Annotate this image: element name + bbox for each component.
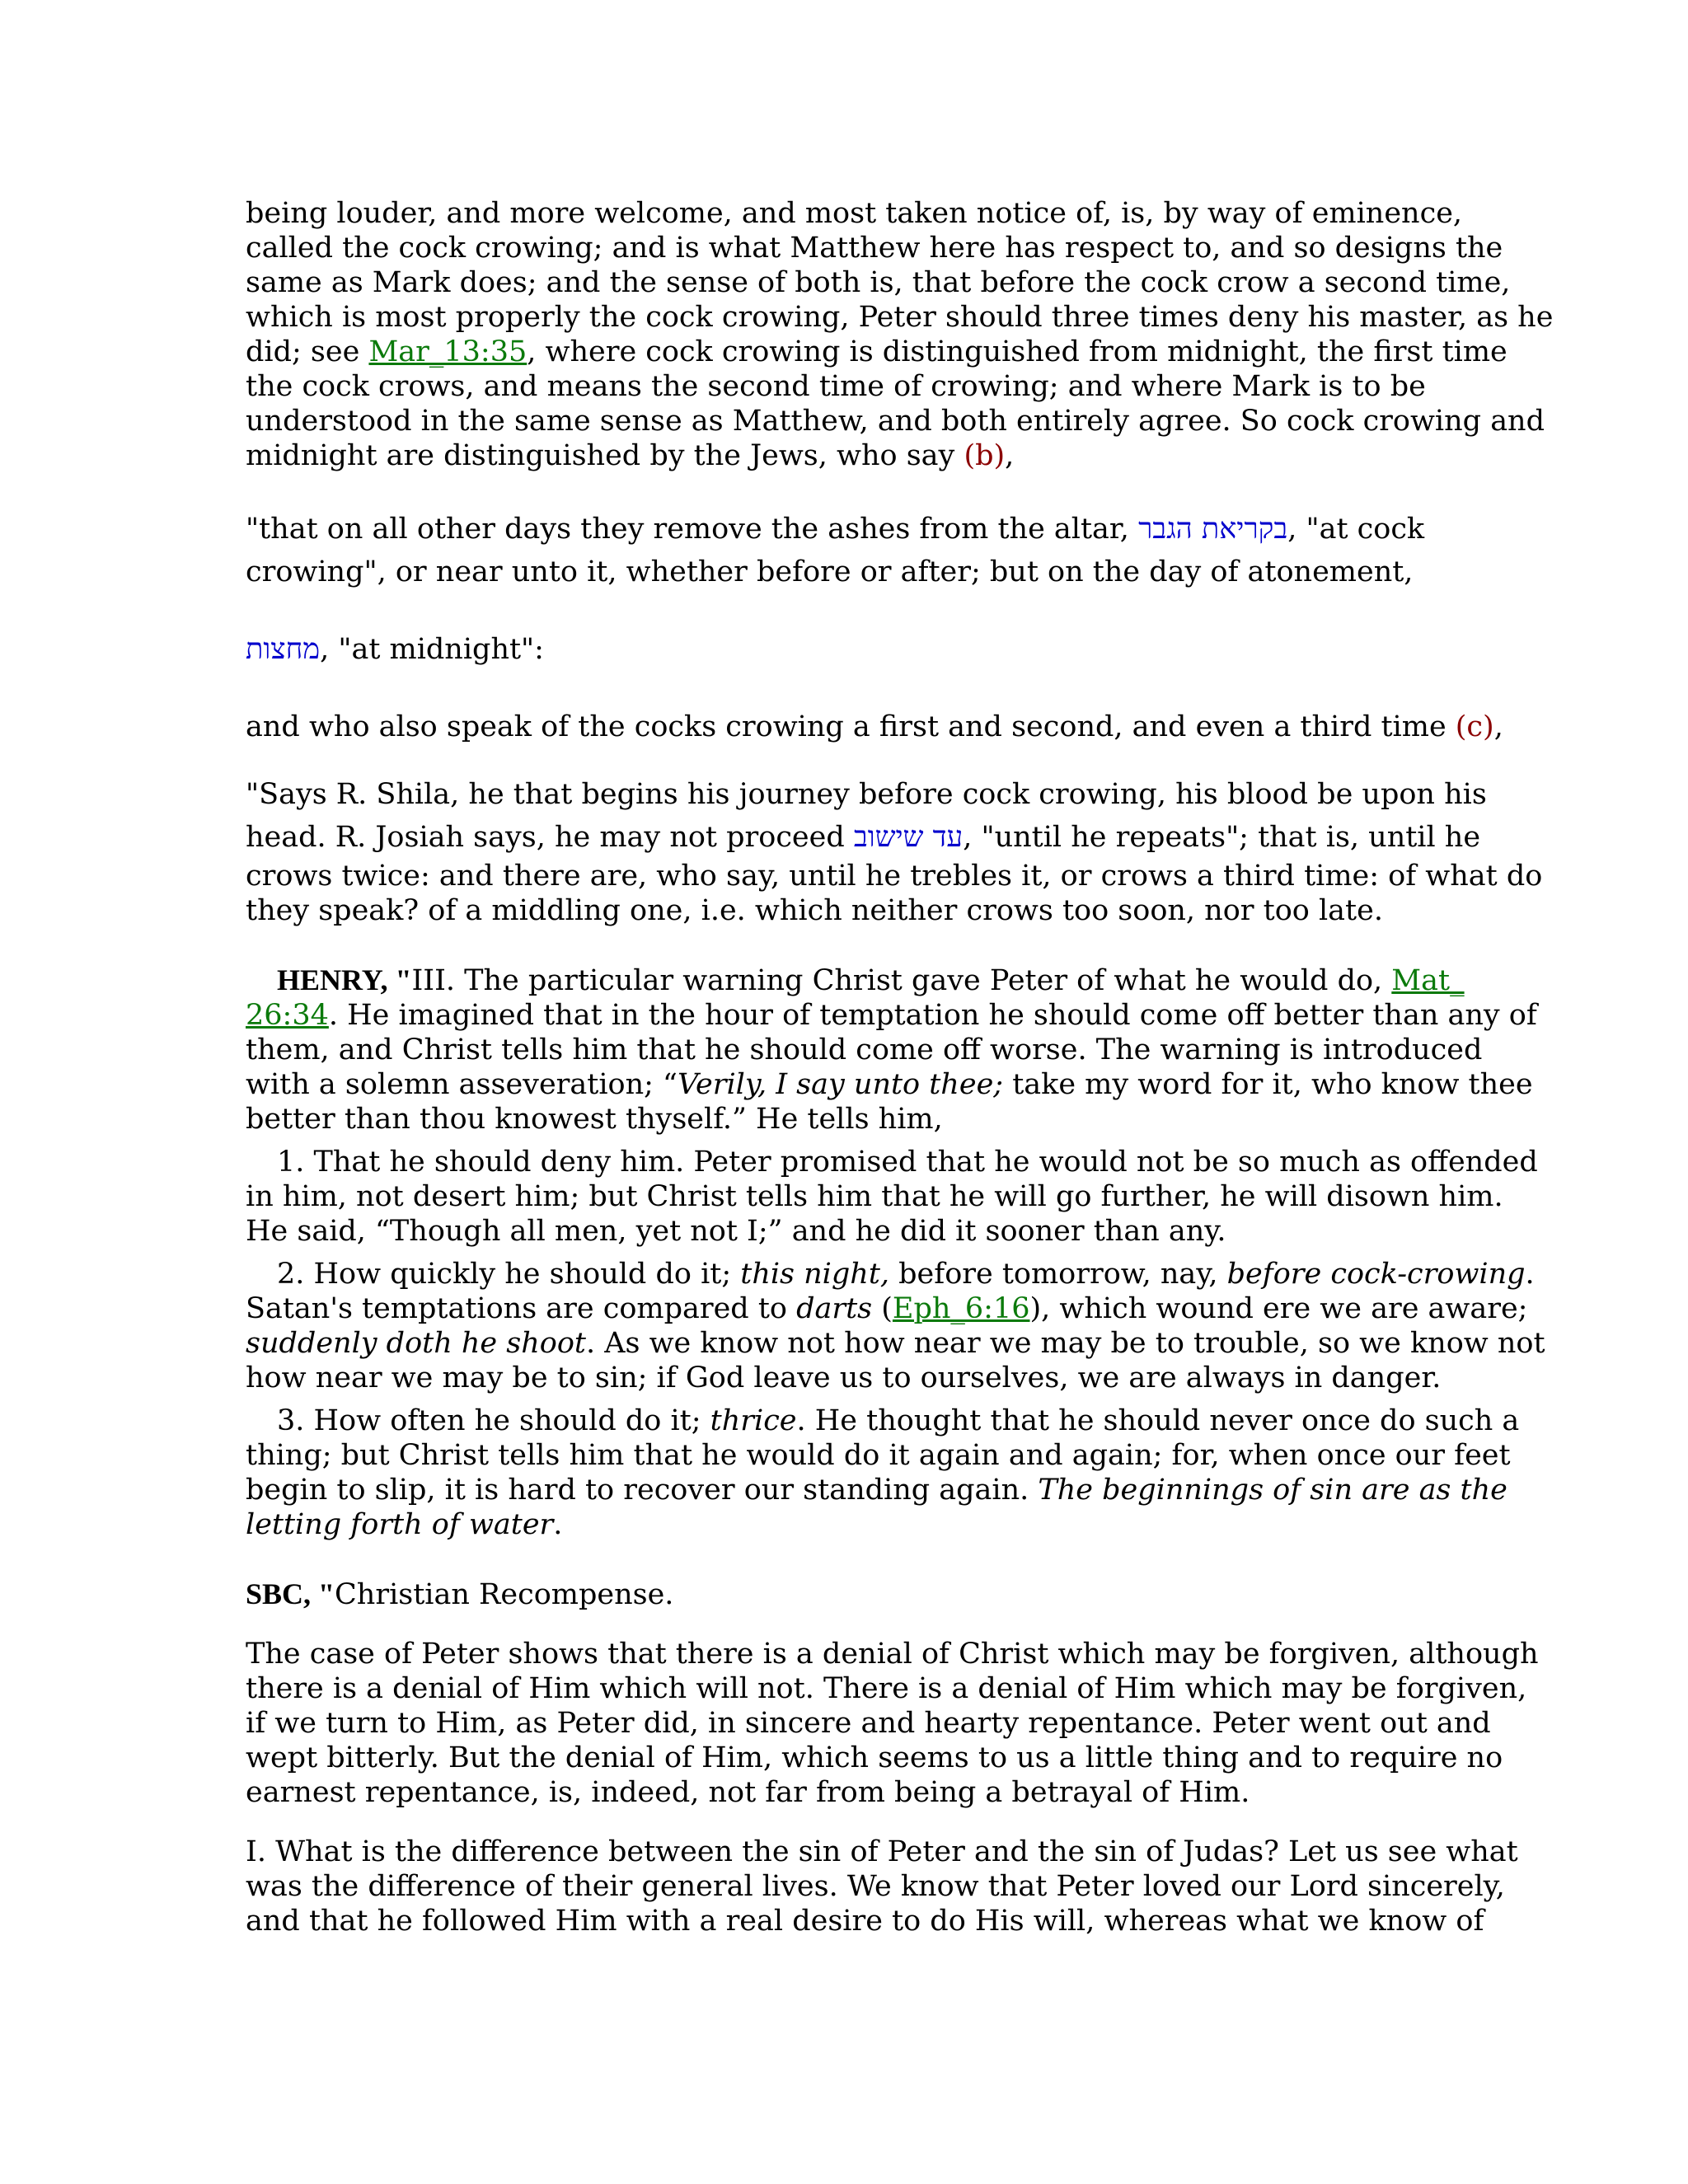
text-line (246, 816, 1481, 859)
text-run: midnight are distinguished by the Jews, who say (246, 439, 964, 472)
text-line: 1. That he should deny him. Peter promised that he would not be so much as offended (277, 1146, 1538, 1179)
scripture-link-eph-6-16[interactable]: Eph_6:16 (892, 1292, 1030, 1325)
text-line: the cock crows, and means the second time of crowing; and where Mark is to be (246, 370, 1426, 403)
text-line: "Says R. Shila, he that begins his journey before cock crowing, his blood be upon his (246, 778, 1487, 811)
commentary-label-sbc: SBC, " (246, 1577, 335, 1610)
text-line (246, 1291, 1528, 1326)
sbc-paragraph-1 (246, 1637, 1539, 1810)
footnote-marker-b[interactable]: (b) (964, 439, 1006, 472)
text-line: wept bitterly. But the denial of Him, which seems to us a little thing and to require no (246, 1741, 1503, 1774)
text-run: take my word for it, who know thee (1003, 1068, 1533, 1101)
text-line: called the cock crowing; and is what Matthew here has respect to, and so designs the (246, 232, 1503, 265)
commentary-label-henry: HENRY, " (277, 963, 412, 996)
text-run: . (1525, 1258, 1535, 1291)
text-line (246, 508, 1449, 551)
text-line (246, 628, 1449, 671)
text-line: being louder, and more welcome, and most taken notice of, is, by way of eminence, (246, 197, 1463, 230)
text-line (246, 1257, 1535, 1291)
text-run: , where cock crowing is distinguished from midnight, the first time (527, 335, 1507, 368)
text-line (246, 963, 1465, 998)
text-run: III. The particular warning Christ gave Peter of what he would do, (411, 964, 1392, 997)
text-line: was the difference of their general lives. We know that Peter loved our Lord sincerely, (246, 1870, 1505, 1903)
text-run: , "until he repeats"; that is, until he (963, 821, 1481, 854)
text-line (246, 1404, 1520, 1438)
text-run: before tomorrow, nay, (889, 1258, 1227, 1291)
quote-midnight (246, 628, 1449, 671)
text-line (246, 1067, 1533, 1102)
italic-run: Verily, I say unto thee; (677, 1068, 1004, 1101)
scripture-link-mat-26-34[interactable]: Mat_ (1391, 964, 1465, 997)
text-run: ( (872, 1292, 893, 1325)
italic-run: this night, (740, 1258, 890, 1291)
text-line: there is a denial of Him which will not. There is a denial of Him which may be forgiven, (246, 1672, 1527, 1705)
text-line: and that he followed Him with a real desire to do His will, whereas what we know of (246, 1905, 1484, 1938)
hebrew-phrase: בקריאת הגבר (1138, 513, 1288, 546)
text-line: thing; but Christ tells him that he would do it again and again; for, when once our feet (246, 1439, 1511, 1472)
text-run: 2. How quickly he should do it; (277, 1258, 741, 1291)
quote-r-shila (246, 773, 1543, 928)
text-line: same as Mark does; and the sense of both is, that before the cock crow a second time, (246, 266, 1511, 299)
text-run: . He imagined that in the hour of temptation he should come off better than any of (328, 999, 1537, 1032)
scripture-link-mar-13-35[interactable]: Mar_13:35 (368, 335, 528, 368)
text-run: . As we know not how near we may be to trouble, so we know not (585, 1327, 1545, 1360)
text-line: which is most properly the cock crowing, Peter should three times deny his master, as he (246, 301, 1554, 334)
text-line: earnest repentance, is, indeed, not far from being a betrayal of Him. (246, 1776, 1250, 1809)
italic-run: before cock-crowing (1226, 1258, 1526, 1291)
text-line (246, 335, 1507, 369)
text-run: ), which wound ere we are aware; (1029, 1292, 1528, 1325)
text-run: , (1493, 710, 1503, 743)
hebrew-phrase: מחצות (246, 633, 321, 666)
text-line (246, 1473, 1507, 1507)
hebrew-phrase: עד שישוב (853, 821, 964, 854)
italic-run: suddenly doth he shoot (246, 1327, 586, 1360)
henry-point-3 (246, 1404, 1520, 1542)
text-line (246, 705, 1503, 748)
text-run: begin to slip, it is hard to recover our standing again. (246, 1474, 1039, 1507)
italic-run: letting forth of water (246, 1508, 554, 1541)
text-line: how near we may be to sin; if God leave us to ourselves, we are always in danger. (246, 1361, 1442, 1394)
paragraph-cock-crowing (246, 196, 1554, 473)
text-line: crows twice: and there are, who say, until he trebles it, or crows a third time: of what do (246, 860, 1543, 893)
henry-commentary (246, 963, 1537, 1137)
document-body (246, 196, 1554, 1938)
quote-altar-ashes (246, 508, 1449, 593)
italic-run: The beginnings of sin are as the (1038, 1474, 1507, 1507)
text-line (246, 998, 1537, 1033)
text-line (246, 1577, 1449, 1612)
text-line: The case of Peter shows that there is a denial of Christ which may be forgiven, although (246, 1638, 1539, 1671)
text-line: I. What is the difference between the sin of Peter and the sin of Judas? Let us see what (246, 1835, 1518, 1868)
footnote-marker-c[interactable]: (c) (1455, 710, 1494, 743)
text-run: , (1005, 439, 1015, 472)
text-run: , "at cock (1287, 513, 1425, 546)
text-line: them, and Christ tells him that he should come off worse. The warning is introduced (246, 1033, 1483, 1066)
text-line: crowing", or near unto it, whether before or after; but on the day of atonement, (246, 555, 1414, 588)
text-run: 3. How often he should do it; (277, 1404, 710, 1437)
text-line (246, 1507, 1449, 1542)
paragraph-crowing-times (246, 705, 1503, 748)
text-run: . (553, 1508, 563, 1541)
text-run: . He thought that he should never once do such a (796, 1404, 1520, 1437)
italic-run: thrice (710, 1404, 797, 1437)
text-line: He said, “Though all men, yet not I;” and he did it sooner than any. (246, 1215, 1226, 1248)
text-run: head. R. Josiah says, he may not proceed (246, 821, 854, 854)
sbc-paragraph-2 (246, 1835, 1518, 1938)
text-line: if we turn to Him, as Peter did, in sincere and hearty repentance. Peter went out and (246, 1707, 1491, 1740)
text-line (246, 438, 1449, 473)
text-line (246, 1326, 1545, 1361)
henry-point-2 (246, 1257, 1545, 1395)
sermon-title: Christian Recompense. (335, 1578, 674, 1611)
text-run: and who also speak of the cocks crowing a first and second, and even a third time (246, 710, 1456, 743)
text-run: with a solemn asseveration; “ (246, 1068, 678, 1101)
text-line: better than thou knowest thyself.” He tells him, (246, 1103, 943, 1136)
text-line: they speak? of a middling one, i.e. which neither crows too soon, nor too late. (246, 894, 1383, 927)
sbc-heading (246, 1577, 1449, 1612)
text-run: "that on all other days they remove the ashes from the altar, (246, 513, 1139, 546)
italic-run: darts (796, 1292, 873, 1325)
text-run: Satan's temptations are compared to (246, 1292, 797, 1325)
scripture-link-mat-26-34-cont[interactable]: 26:34 (246, 999, 329, 1032)
text-run: did; see (246, 335, 369, 368)
text-line: in him, not desert him; but Christ tells him that he will go further, he will disown him. (246, 1180, 1503, 1213)
text-run: , "at midnight": (320, 633, 544, 666)
text-line: understood in the same sense as Matthew, and both entirely agree. So cock crowing and (246, 405, 1545, 438)
henry-point-1 (246, 1145, 1538, 1249)
